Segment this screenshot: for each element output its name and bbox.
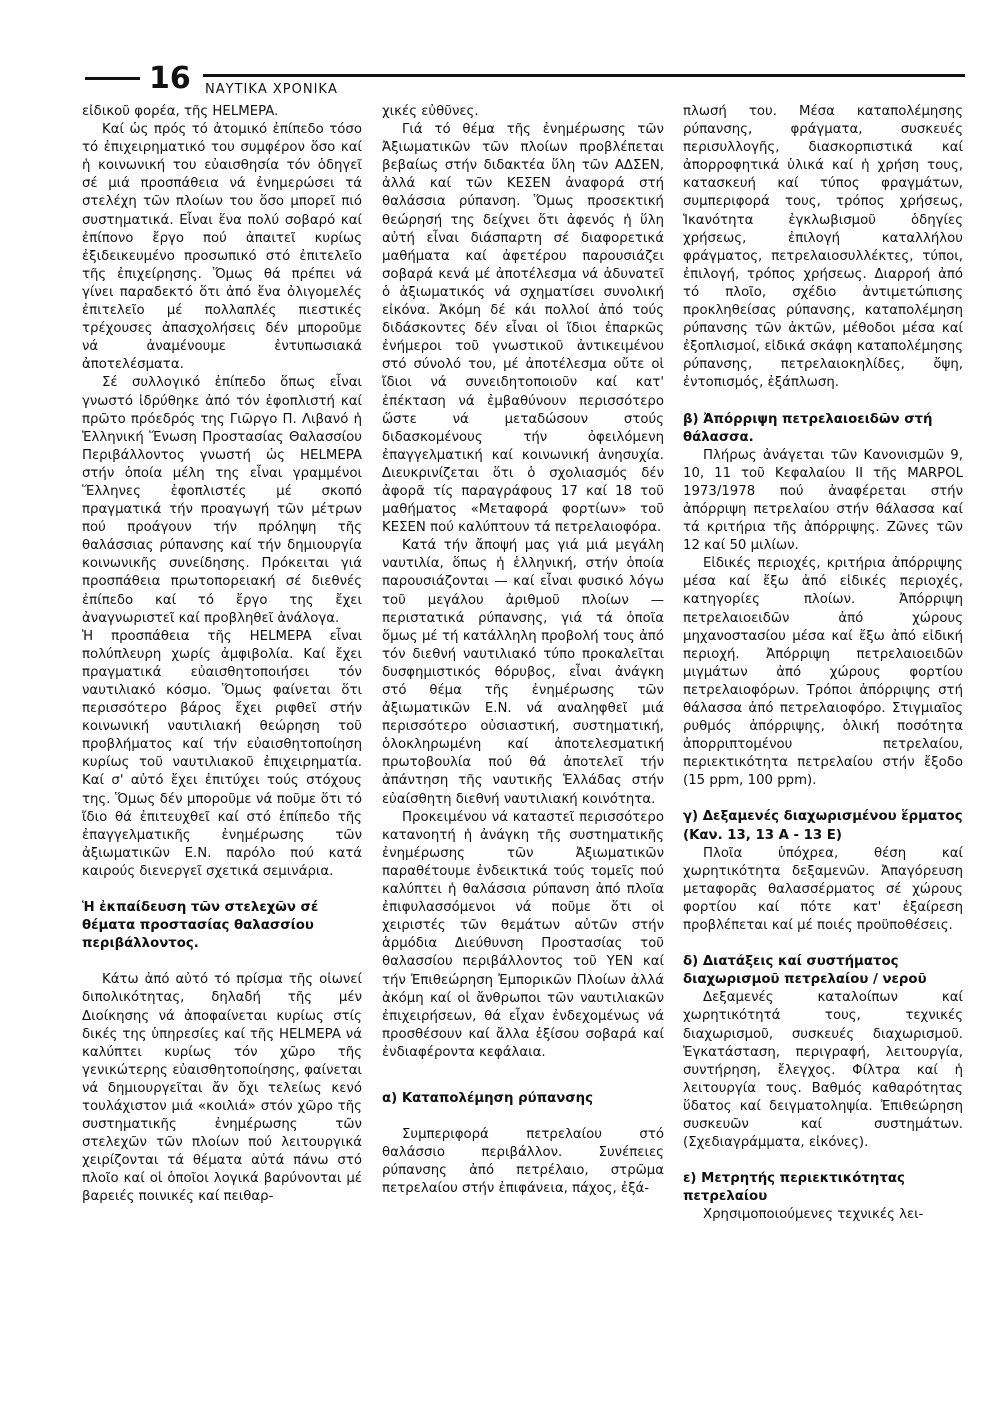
paragraph: Κατά τήν ἄποψή μας γιά μιά μεγάλη ναυτιλία, ὅπως ἡ ἑλληνική, στήν ὁποία παρουσιάζονται — καί εἶναι φυσικό λόγω τοῦ μεγάλου ἀριθμοῦ πλοίων — περιστατικά ρύπανσης, γιά τά ὁποῖα ὅμως μέ τή κατάλληλη προβολή τους ἀπό τόν διεθνή ναυτιλιακό τύπο προκαλεῖται δυσφημιστικός θόρυβος, εἶναι ἀνάγκη στό θέμα τῆς ἐνημέρωσης τῶν ἀξιωματικῶν Ε.Ν. νά αναληφθεῖ μιά περισσότερο οὐσιαστική, συστηματική, ὁλοκληρωμένη καί ἀποτελεσματική πρωτοβουλία πού θά ἀποτελεῖ τήν ἀπάντηση τῆς ναυτικῆς Ἑλλάδας στήν εὐαίσθητη διεθνή ναυτιλιακή κοινότητα. <box>382 538 664 807</box>
column-3 <box>683 103 963 1224</box>
paragraph: Πλήρως ἀνάγεται τῶν Κανονισμῶν 9, 10, 11 τοῦ Κεφαλαίου II τῆς MARPOL 1973/1978 πού ἀναφέρεται στήν ἀπόρριψη πετρελαίου στήν θάλασσα καί τά κριτήρια τῆς ἀπόρριψης. Ζῶνες τῶν 12 καί 50 μιλίων. <box>683 447 963 554</box>
section-heading: α) Καταπολέμηση ρύπανσης <box>382 1090 593 1106</box>
paragraph: Πλοῖα ὑπόχρεα, θέση καί χωρητικότητα δεξαμενῶν. Ἀπαγόρευση μεταφορᾶς θαλασσέρματος σέ χώρους φορτίου καί πότε κατ' ἐξαίρεση προβλέπεται καί μέ ποιές προϋποθέσεις. <box>683 845 963 934</box>
paragraph: Χρησιμοποιούμενες τεχνικές λει- <box>703 1207 924 1223</box>
page-number: 16 <box>149 61 191 96</box>
paragraph: πλωσή του. Μέσα καταπολέμησης ρύπανσης, φράγματα, συσκευές περισυλλογῆς, διασκορπιστικά καί ἀπορροφητικά ὑλικά καί ἡ χρήση τους, κατασκευή καί τύπος φραγμάτων, συμπεριφορά τους, τρόπος χρήσεως, Ἱκανότητα ἐγκλωβισμοῦ ὁδηγίες χρήσεως, ἐπιλογή καταλλήλου φράγματος, πετρελαιοσυλλέκτες, τύποι, ἐπιλογή, τρόπος χρήσεως. Διαρροή ἀπό τό πλοῖο, σχέδιο ἀντιμετώπισης προκληθείσας ρύπανσης, καταπολέμηση ρύπανσης τῶν ἀκτῶν, μέθοδοι μέσα καί ἐξοπλισμοί, εἰδικά σκάφη καταπολέμησης ρύπανσης, πετρελαιοκηλίδες, ὄψη, ἐντοπισμός, ἐξάπλωση. <box>683 104 963 391</box>
section-heading: Ἡ ἐκπαίδευση τῶν στελεχῶν σέ θέματα προστασίας θαλασσίου περιβάλλοντος. <box>82 900 319 952</box>
publication-title: ΝΑΥΤΙΚΑ ΧΡΟΝΙΚΑ <box>205 82 338 97</box>
paragraph: Γιά τό θέμα τῆς ἐνημέρωσης τῶν Ἀξιωματικῶν τῶν πλοίων προβλέπεται βεβαίως στήν διδακτέα ὕλη τῶν ΑΔΣΕΝ, ἀλλά καί τῶν ΚΕΣΕΝ ἀναφορά στή θαλάσσια ρύπανση. Ὅμως προσεκτική θεώρησή της δείχνει ὅτι ἀφενός ἡ ὕλη αὐτή εἶναι διάσπαρτη σέ διαφορετικά μαθήματα καί ἀφετέρου παρουσιάζει σοβαρά κενά μέ ἀποτέλεσμα νά ἀδυνατεῖ ὁ ἀξιωματικός νά σχηματίσει συνολική εἰκόνα. Ἀκόμη δέ κάι πολλοί ἀπό τούς διδάσκοντες δέν εἶναι οἱ ἴδιοι ἐπαρκῶς ἐνήμεροι τοῦ γνωστικοῦ ἀντικειμένου στό σύνολό του, μέ ἀποτέλεσμα οὔτε οἱ ἴδιοι νά συνειδητοποιοῦν καί κατ' ἐπέκταση νά ἐμβαθύνουν περισσότερο ὥστε νά μεταδώσουν στούς διδασκομένους τήν ὀφειλόμενη ἐπαγγελματική καί κοινωνική ἀνησυχία. Διευκρινίζεται ὅτι ὁ σχολιασμός δέν ἀφορᾶ τίς παραγράφους 17 καί 18 τοῦ μαθήματος «Μεταφορά φορτίων» τοῦ ΚΕΣΕΝ πού καλύπτουν τά πετρελαιοφόρα. <box>382 122 664 536</box>
paragraph: χικές εὐθῦνες. <box>382 104 479 119</box>
paragraph: εἰδικοῦ φορέα, τῆς HELMEPA. <box>82 104 279 119</box>
header-dash <box>85 77 140 80</box>
section-heading: β) Ἀπόρριψη πετρελαιοειδῶν στή θάλασσα. <box>683 411 933 445</box>
column-2 <box>382 103 664 1198</box>
paragraph: Προκειμένου νά καταστεῖ περισσότερο κατανοητή ἡ ἀνάγκη τῆς συστηματικῆς ἐνημέρωσης τῶν Ἀξιωματικῶν παραθέτουμε ἐνδεικτικά τούς τομεῖς πού καλύπτει ἡ θαλάσσια ρύπανση ἀπό πλοῖα ἐπιφυλασσόμενοι νά ποῦμε ὅτι οἱ χειριστές τῶν θεμάτων αὐτῶν στήν ἁρμόδια Διεύθυνση Προστασίας τοῦ θαλασσίου περιβάλλοντος τοῦ ΥΕΝ καί τήν Ἐπιθεώρηση Ἐμπορικῶν Πλοίων ἀλλά ἀκόμη καί οἱ ἄνθρωποι τῶν ναυτιλιακῶν ἐπιχειρήσεων, θά εἶχαν ἐνδεχομένως νά προσθέσουν καί ἄλλα ἐξίσου σοβαρά καί ἐνδιαφέροντα κεφάλαια. <box>382 809 664 1060</box>
header-rule <box>203 74 965 77</box>
paragraph: Εἰδικές περιοχές, κριτήρια ἀπόρριψης μέσα καί ἔξω ἀπό εἰδικές περιοχές, κατηγορίες πλοίων. Ἀπόρριψη πετρελαιοειδῶν ἀπό χώρους μηχανοστασίου μέσα καί ἔξω ἀπό εἰδική περιοχή. Ἀπόρριψη πετρελαιοειδῶν μιγμάτων ἀπό χώρους φορτίου πετρελαιοφόρων. Τρόποι ἀπόρριψης στή θάλασσα ἀπό πετρελαιοφόρο. Στιγμιαῖος ρυθμός ἀπόρριψης, ὁλική ποσότητα ἀπορριπτομένου πετρελαίου, περιεκτικότητα πετρελαίου στήν ἔξοδο (15 ppm, 100 ppm). <box>683 556 963 789</box>
paragraph: Σέ συλλογικό ἐπίπεδο ὅπως εἶναι γνωστό ἱδρύθηκε ἀπό τόν ἐφοπλιστή καί πρῶτο πρόεδρός της Γιῶργο Π. Λιβανό ἡ Ἑλληνική Ἕνωση Προστασίας Θαλασσίου Περιβάλλοντος γνωστή ὡς HELMEPA στήν ὁποία μέλη της εἶναι γραμμένοι Ἕλληνες ἐφοπλιστές μέ σκοπό πραγματικά τήν προαγωγή τῶν μέτρων πού προάγουν τήν πρόληψη τῆς θαλάσσιας ρύπανσης καί τήν δημιουργία κοινωνικῆς συνείδησης. Πρόκειται γιά προσπάθεια πρωτοπορειακή σέ διεθνές ἐπίπεδο καί τό ἔργο της ἔχει ἀναγνωριστεῖ καί προβληθεῖ ἀνάλογα. <box>82 375 362 626</box>
page-header <box>85 62 965 102</box>
paragraph: Κάτω ἀπό αὐτό τό πρίσμα τῆς οἰωνεί διπολικότητας, δηλαδή τῆς μέν Διοίκησης νά ἀποφαίνεται κυρίως στίς δικές της ὑπηρεσίες καί τῆς HELMEPA νά καλύπτει κυρίως τόν χῶρο τῆς γενικώτερης εὐαισθητοποίησης, φαίνεται νά δημιουργεῖται ἄν ὄχι τελείως κενό τουλάχιστον μιά «κοιλιά» στόν χῶρο τῆς συστηματικῆς ἐνημέρωσης τῶν στελεχῶν τῶν πλοίων πού λειτουργικά χειρίζονται τά θέματα αὐτά πάνω στό πλοῖο καί οἱ ὁποῖοι λογικά βαρύνονται μέ βαρειές ποινικές καί πειθαρ- <box>82 972 362 1205</box>
paragraph: Δεξαμενές καταλοίπων καί χωρητικότητά τους, τεχνικές διαχωρισμοῦ, συσκευές διαχωρισμοῦ. Ἐγκατάσταση, περιγραφή, λειτουργία, συντήρηση, ἔλεγχος. Φίλτρα καί ἡ λειτουργία τους. Βαθμός καθαρότητας ὕδατος καί δειγματοληψία. Ἐπιθεώρηση συσκευῶν καί συστημάτων. (Σχεδιαγράμματα, εἰκόνες). <box>683 990 963 1151</box>
section-heading: γ) Δεξαμενές διαχωρισμένου ἕρματος (Καν. 13, 13 Α - 13 Ε) <box>683 809 963 843</box>
section-heading: ε) Μετρητής περιεκτικότητας πετρελαίου <box>683 1171 905 1205</box>
section-heading: δ) Διατάξεις καί συστήματος διαχωρισμοῦ πετρελαίου / νεροῦ <box>683 954 927 988</box>
paragraph: Ἡ προσπάθεια τῆς HELMEPA εἶναι πολύπλευρη χωρίς ἀμφιβολία. Καί ἔχει πραγματικά εὐαισθητοποιήσει τόν ναυτιλιακό κόσμο. Ὅμως φαίνεται ὅτι περισσότερο βάρος ἔχει ριφθεῖ στήν κοινωνική ναυτιλιακή θεώρηση τοῦ προβλήματος καί τήν εὐαισθητοποίηση κυρίως τοῦ ναυτιλιακοῦ ἐπιχειρηματία. Καί σ' αὐτό ἔχει ἐπιτύχει τούς στόχους της. Ὅμως δέν μποροῦμε νά ποῦμε ὅτι τό ἴδιο θά ἐπιτευχθεῖ καί στό ἐπίπεδο τῆς ἐπαγγελματικῆς ἐνημέρωσης τῶν ἀξιωματικῶν Ε.Ν. παρόλο πού κατά καιρούς διενεργεῖ σχετικά σεμινάρια. <box>82 628 362 879</box>
paragraph: Καί ὡς πρός τό ἀτομικό ἐπίπεδο τόσο τό ἐπιχειρηματικό του συμφέρον ὅσο καί ἡ κοινωνική του εὐαισθησία τόν ὁδηγεῖ σέ μιά προσπάθεια νά ἐνημερώσει τά στελέχη τῶν πλοίων του ὅσο μπορεῖ πιό συστηματικά. Εἶναι ἕνα πολύ σοβαρό καί ἐπίπονο ἔργο πού ἀπαιτεῖ κυρίως ἐξιδεικευμένο προσωπικό στό ἐπιτελεῖο τῆς ἐπιχείρησης. Ὅμως θά πρέπει νά γίνει παραδεκτό ὅτι ἀπό ἕνα ὀλιγομελές ἐπιτελεῖο μέ πολλαπλές πιεστικές τρέχουσες ἀπασχολήσεις δέν μποροῦμε νά ἀναμένουμε ἐντυπωσιακά ἀποτελέσματα. <box>82 122 362 373</box>
column-1 <box>82 103 362 1207</box>
paragraph: Συμπεριφορά πετρελαίου στό θαλάσσιο περιβάλλον. Συνέπειες ρύπανσης ἀπό πετρέλαιο, στρῶμα πετρελαίου στήν ἐπιφάνεια, πάχος, ἐξά- <box>382 1127 664 1197</box>
